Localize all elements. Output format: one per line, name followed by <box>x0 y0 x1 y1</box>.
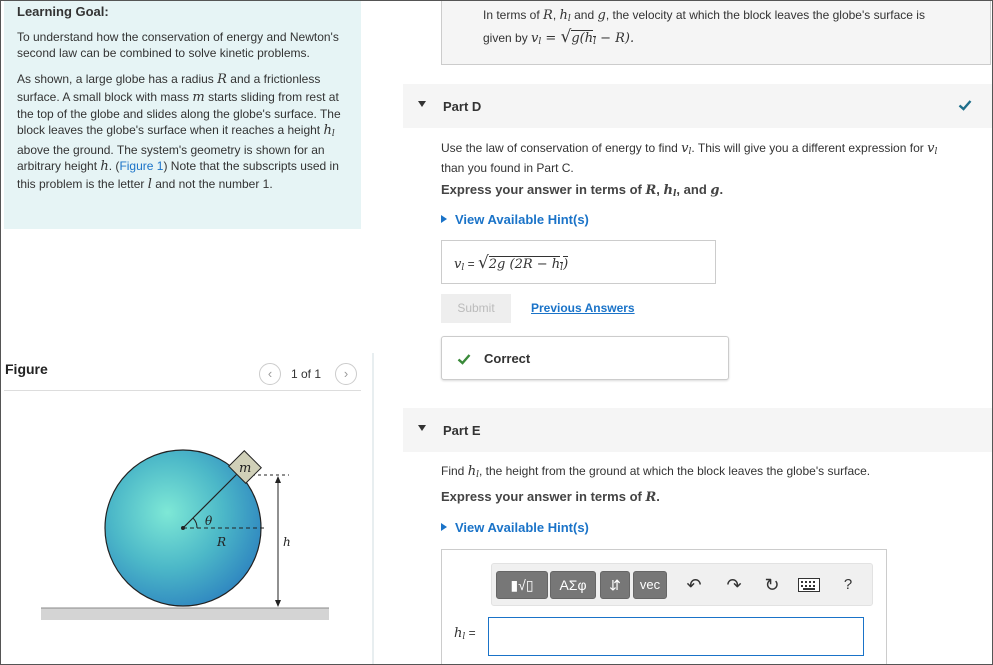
part-e-header[interactable] <box>403 408 993 452</box>
part-d-hint-link[interactable]: View Available Hint(s) <box>441 212 589 227</box>
part-d-header[interactable] <box>403 84 993 128</box>
greek-symbols-button[interactable]: ΑΣφ <box>550 571 596 599</box>
collapse-caret-icon[interactable] <box>418 101 426 107</box>
part-e-label: Part E <box>443 423 481 438</box>
label-R: R <box>217 535 227 549</box>
figure-link[interactable]: Figure 1 <box>119 159 164 174</box>
arrows-button[interactable]: ⇵ <box>600 571 630 599</box>
part-d-answer-box: $v_l = √2g$ $(2R - h_l)$ <box>441 240 716 284</box>
learning-goal-intro: To understand how the conservation of energy and Newton's second law can be combined to solve kinetic problems. <box>17 30 339 61</box>
column-separator <box>372 353 374 665</box>
submit-button[interactable]: Submit <box>441 294 511 323</box>
figure-title: Figure <box>5 361 48 377</box>
height-arrow-top <box>275 476 281 483</box>
part-d-instruction: Use the law of conservation of energy to find $v_l$. This will give you a different expression for $v_l$ than you found in Part C. <box>441 141 938 175</box>
correct-label: Correct <box>484 351 531 366</box>
part-e-hint-link[interactable]: View Available Hint(s) <box>441 520 589 535</box>
label-h: h <box>283 535 291 549</box>
redo-icon[interactable]: ↷ <box>726 575 742 595</box>
reset-icon[interactable]: ↻ <box>764 575 780 595</box>
height-arrow-bottom <box>275 600 281 607</box>
undo-icon[interactable]: ↶ <box>686 575 702 595</box>
chevron-right-icon[interactable]: › <box>335 363 357 385</box>
answer-lhs: $h_l$ = <box>454 626 476 642</box>
caret-right-icon <box>441 215 447 223</box>
caret-right-icon <box>441 523 447 531</box>
help-icon[interactable]: ? <box>843 576 853 593</box>
figure-pager-text: 1 of 1 <box>291 367 322 381</box>
learning-goal-panel <box>4 1 361 229</box>
keyboard-icon[interactable] <box>797 573 821 597</box>
part-d-express: Express your answer in terms of R, $h_l$, and g. <box>441 182 724 199</box>
correct-feedback <box>441 336 729 380</box>
templates-button[interactable]: ▮√▯ <box>496 571 548 599</box>
label-theta: θ <box>205 514 213 528</box>
part-c-answer-box: In terms of R, $h_l$ and g, the velocity at which the block leaves the globe's surface is given by $v_l = √g(h_l - R)$. <box>441 1 991 65</box>
part-e-express: Express your answer in terms of R. <box>441 489 660 505</box>
globe-figure <box>39 431 334 641</box>
answer-input[interactable] <box>488 617 864 656</box>
vector-button[interactable]: vec <box>633 571 667 599</box>
learning-goal-title: Learning Goal: <box>17 4 109 19</box>
collapse-caret-icon[interactable] <box>418 425 426 431</box>
answer-editor <box>441 549 887 665</box>
math-toolbar <box>491 563 873 606</box>
chevron-left-icon[interactable]: ‹ <box>259 363 281 385</box>
checkmark-icon <box>457 352 471 366</box>
learning-goal-body: As shown, a large globe has a radius R and a frictionless surface. A small block with mass m starts sliding from rest at the top of the globe and slides along the globe's surface. The block leaves the globe's surface when it reaches a height $h_l$ above the ground. The system's geometry is shown for an arbitrary height h. (Figure 1) Note that the subscripts used in this problem is the letter l and not the number 1. <box>17 72 341 192</box>
previous-answers-link[interactable]: Previous Answers <box>531 301 635 315</box>
figure-header <box>4 357 361 391</box>
ground <box>41 608 329 620</box>
part-d-label: Part D <box>443 99 482 114</box>
label-m: m <box>239 461 252 476</box>
part-e-instruction: Find $h_l$, the height from the ground at which the block leaves the globe's surface. <box>441 464 871 480</box>
globe-center <box>181 526 185 530</box>
checkmark-icon <box>958 98 972 112</box>
